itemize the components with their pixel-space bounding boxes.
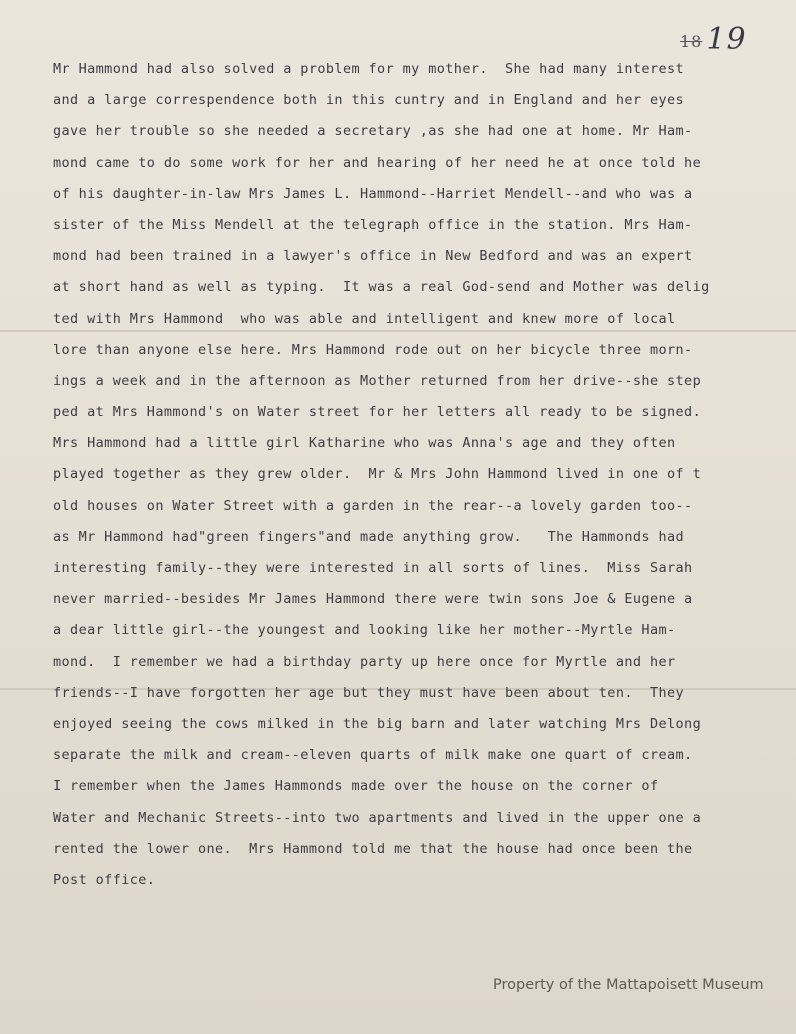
text-line: as Mr Hammond had"green fingers"and made anything grow. The Hammonds had <box>53 528 685 545</box>
text-line: gave her trouble so she needed a secretary ,as she had one at home. Mr Ham- <box>53 123 693 140</box>
text-line: at short hand as well as typing. It was a real God-send and Mother was delig <box>53 279 710 296</box>
text-line: a dear little girl--the youngest and looking like her mother--Myrtle Ham- <box>53 622 676 639</box>
text-line: mond. I remember we had a birthday party up here once for Myrtle and her <box>53 653 676 670</box>
text-line: lore than anyone else here. Mrs Hammond rode out on her bicycle three morn- <box>53 341 693 358</box>
page-number <box>680 22 747 57</box>
text-line: I remember when the James Hammonds made over the house on the corner of <box>53 778 659 795</box>
text-line: interesting family--they were interested in all sorts of lines. Miss Sarah <box>53 560 693 576</box>
text-line: sister of the Miss Mendell at the telegraph office in the station. Mrs Ham- <box>53 216 693 233</box>
text-line: enjoyed seeing the cows milked in the big barn and later watching Mrs Delong <box>53 715 702 732</box>
museum-watermark: Property of the Mattapoisett Museum <box>493 977 764 993</box>
text-line: mond came to do some work for her and hearing of her need he at once told he <box>53 154 702 171</box>
text-line: never married--besides Mr James Hammond there were twin sons Joe & Eugene a <box>53 591 693 608</box>
text-line: Post office. <box>53 871 156 888</box>
text-line: Mrs Hammond had a little girl Katharine who was Anna's age and they often <box>53 435 676 452</box>
text-line: old houses on Water Street with a garden in the rear--a lovely garden too-- <box>53 497 693 514</box>
text-line: friends--I have forgotten her age but they must have been about ten. They <box>53 684 685 701</box>
text-line: ted with Mrs Hammond who was able and intelligent and knew more of local <box>53 310 676 327</box>
text-line: and a large correspendence both in this cuntry and in England and her eyes <box>53 92 685 109</box>
text-line: Mr Hammond had also solved a problem for my mother. She had many interest <box>53 61 685 77</box>
text-line: ings a week and in the afternoon as Mother returned from her drive--she step <box>53 372 702 389</box>
typed-text-body <box>53 54 793 896</box>
text-line: Water and Mechanic Streets--into two apartments and lived in the upper one a <box>53 809 702 826</box>
text-line: separate the milk and cream--eleven quarts of milk make one quart of cream. <box>53 747 693 764</box>
text-line: ped at Mrs Hammond's on Water street for her letters all ready to be signed. <box>53 404 702 421</box>
text-line: rented the lower one. Mrs Hammond told me that the house had once been the <box>53 840 693 857</box>
crossed-out-page-number: 18 <box>680 31 703 51</box>
text-line: mond had been trained in a lawyer's office in New Bedford and was an expert <box>53 248 693 265</box>
text-line: of his daughter-in-law Mrs James L. Hammond--Harriet Mendell--and who was a <box>53 185 693 202</box>
text-line: played together as they grew older. Mr & Mrs John Hammond lived in one of t <box>53 466 702 483</box>
handwritten-page-number: 19 <box>706 22 747 57</box>
